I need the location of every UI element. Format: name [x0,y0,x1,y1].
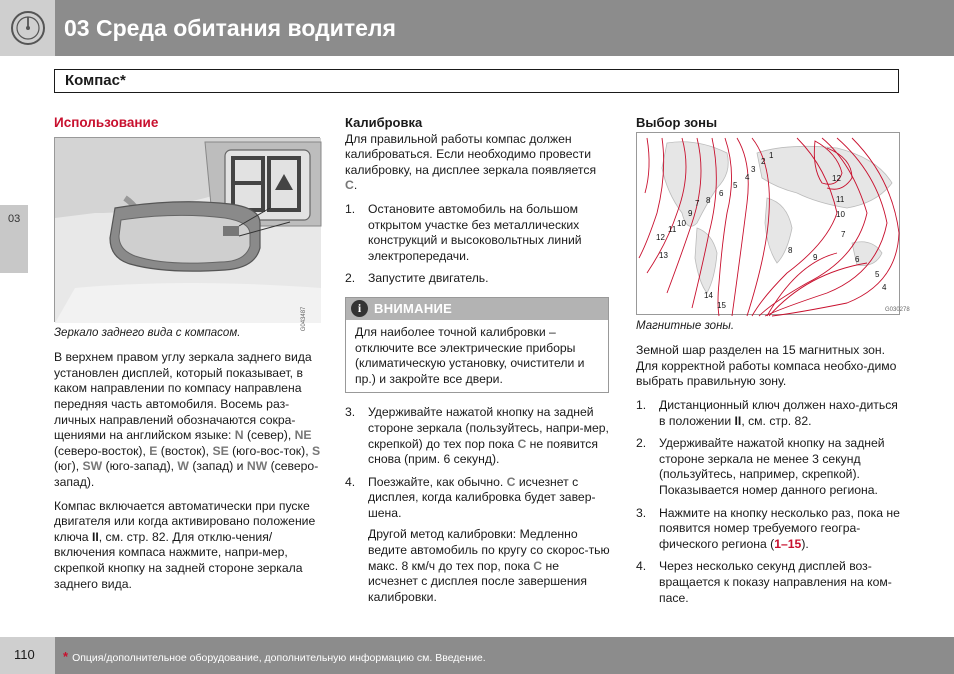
zone-label: 1 [769,150,774,160]
zone-label: 6 [719,188,724,198]
map-caption: Магнитные зоны. [636,319,735,332]
list-item: 3. Нажмите на кнопку несколько раз, пока не появится номер требуемого геогра-фического региона (1–15). [636,505,900,551]
zone-steps [636,398,900,606]
column-usage [54,114,321,600]
mirror-caption: Зеркало заднего вида с компасом. [54,326,241,339]
magnetic-zones-map [636,132,910,315]
zone-heading: Выбор зоны [636,115,718,130]
mirror-illustration [54,137,320,332]
footnote-star: * [63,649,69,664]
calibration-heading: Калибровка [345,115,423,130]
usage-paragraph-1: В верхнем правом углу зеркала заднего вида установлен дисплей, который показывает, в каком направлении по компасу направлена передняя часть автомобиля. Восемь раз-личных направлений обозначаются сокра-щениями на английском языке: N (север), NE (северо-восток), E (восток), SE (юго-вос-ток), S (юг), SW (юго-запад), W (запад) и NW (северо-запад). [54,350,321,489]
list-item: 2. Удерживайте нажатой кнопку на задней стороне зеркала не менее 3 секунд (пользуйтесь, например, скрепкой). Показывается номер данного региона. [636,436,885,497]
page-footer [0,637,954,674]
zone-label: 10 [677,218,686,228]
chapter-tab [0,205,28,273]
zone-label: 4 [882,282,887,292]
list-item: 4. Поезжайте, как обычно. C исчезнет с дисплея, когда калибровка будет завер-шена. Другой метод калибровки: Медленно ведите автомобиль по кругу со скорос-тью макс. 8 км/ч до тех пор, пока C не исчезнет с дисплея после завершения калибровки. [345,474,610,604]
zone-label: 11 [668,224,677,234]
column-zone-select [636,114,910,614]
warning-text: Для наиболее точной калибровки – отключите все электрические приборы (климатическую установку, очистители и пр.) и закройте все двери. [355,324,585,386]
zone-intro: Земной шар разделен на 15 магнитных зон. Для корректной работы компаса необхо-димо выбрать правильную зону. [636,343,897,389]
section-title: Компас* [65,72,126,89]
list-item: 1. Дистанционный ключ должен нахо-диться в положении II, см. стр. 82. [636,397,898,428]
section-title-bar [54,69,899,93]
warning-header [346,298,608,320]
zone-label: 8 [788,245,793,255]
zone-label: 6 [855,254,860,264]
zone-label: 15 [717,300,726,310]
footnote [63,649,486,664]
zone-label: 5 [733,180,738,190]
zone-label: 13 [659,250,668,260]
header-icon-box [0,0,55,56]
page-number-box [0,637,55,674]
zone-label: 9 [813,252,818,262]
zone-label: 11 [836,194,845,204]
calibration-intro: Для правильной работы компас должен калиброваться. Если необходимо провести калибровку, на дисплее зеркала появляется C. [345,131,597,193]
usage-heading: Использование [54,115,159,130]
page-title: 03 Среда обитания водителя [64,15,396,41]
usage-paragraph-2: Компас включается автоматически при пуске двигателя или когда активировано положение ключа II, см. стр. 82. Для отклю-чения/включения компаса нажмите, напри-мер, скрепкой кнопку на задней стороне зеркала заднего вида. [54,498,316,591]
alternative-method: Другой метод калибровки: Медленно ведите автомобиль по кругу со скорос-тью макс. 8 км/ч до тех пор, пока C не исчезнет с дисплея после завершения калибровки. [368,527,610,604]
zone-label: 9 [688,208,693,218]
zone-label: 4 [745,172,750,182]
zone-label: 7 [841,229,846,239]
column-calibration [345,114,610,613]
calibration-steps-b [345,405,610,605]
footnote-text: Опция/дополнительное оборудование, дополнительную информацию см. Введение. [72,652,486,664]
warning-box [345,297,609,393]
mirror-drawing [55,138,321,323]
gauge-icon [9,9,47,47]
zone-label: 3 [751,164,756,174]
list-item: 3. Удерживайте нажатой кнопку на задней стороне зеркала (пользуйтесь, напри-мер, скрепкой) до тех пор пока C не появится снова (прим. 6 секунд). [345,405,609,467]
list-item: 2. Запустите двигатель. [345,271,489,286]
map-code: G030278 [885,306,910,313]
zone-label: 12 [832,173,841,183]
info-icon: i [351,300,368,317]
zone-label: 10 [836,209,845,219]
page-number: 110 [14,647,35,662]
warning-title: ВНИМАНИЕ [374,300,453,316]
zone-label: 12 [656,232,665,242]
zone-label: 14 [704,290,713,300]
list-item: 1. Остановите автомобиль на большом открытом участке без металлических конструкций и высоковольтных линий электропередачи. [345,201,582,263]
calibration-steps-a [345,202,610,287]
zone-label: 2 [761,156,766,166]
figure-code: G043487 [301,306,308,332]
list-item: 4. Через несколько секунд дисплей воз-вращается к показу направления на ком-пасе. [636,559,892,605]
zone-label: 7 [695,198,700,208]
zone-label: 5 [875,269,880,279]
zone-label: 8 [706,195,711,205]
chapter-tab-label: 03 [8,213,21,225]
page-header [0,0,954,56]
